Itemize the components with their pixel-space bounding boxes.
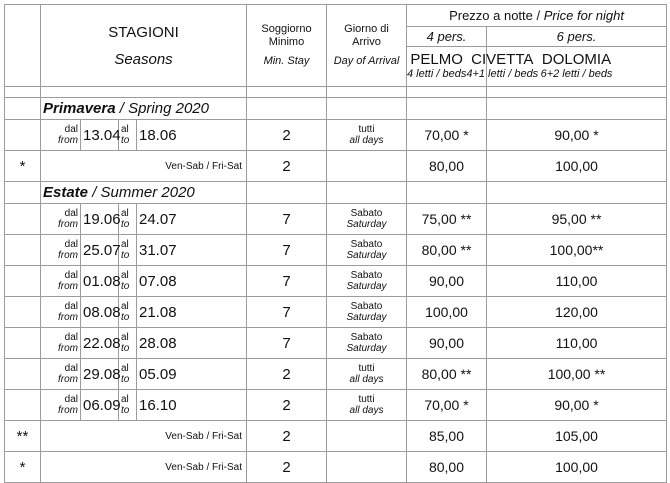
price-table-container bbox=[4, 4, 666, 476]
section-title-it: Estate bbox=[43, 184, 89, 201]
price-6-pers: 100,00 bbox=[487, 151, 667, 182]
min-stay-value: 7 bbox=[247, 235, 327, 266]
period-row bbox=[5, 297, 667, 328]
price-6-pers: 120,00 bbox=[487, 297, 667, 328]
weekend-row bbox=[5, 452, 667, 483]
price-4-pers: 75,00 ** bbox=[407, 204, 487, 235]
section-title bbox=[41, 182, 247, 204]
arrival-day-en: Saturday bbox=[346, 312, 387, 323]
from-en-label: from bbox=[58, 135, 78, 146]
to-en-label: to bbox=[121, 312, 130, 323]
arrivo-label: Arrivo bbox=[352, 36, 381, 48]
from-date: 06.09 bbox=[81, 390, 119, 421]
price-4-pers: 80,00 ** bbox=[407, 235, 487, 266]
price-6-pers: 90,00 * bbox=[487, 390, 667, 421]
al-label: al bbox=[121, 363, 129, 374]
arrival-day bbox=[327, 390, 407, 421]
to-label bbox=[119, 297, 137, 328]
dal-label: dal bbox=[64, 270, 78, 281]
dal-label: dal bbox=[64, 363, 78, 374]
period-row bbox=[5, 235, 667, 266]
price-table bbox=[4, 4, 667, 483]
price-6-pers: 100,00 bbox=[487, 452, 667, 483]
to-label bbox=[119, 204, 137, 235]
footnote-star: ** bbox=[5, 421, 41, 452]
to-date: 24.07 bbox=[137, 204, 247, 235]
dolomia-beds: 6+2 letti / beds bbox=[540, 68, 613, 80]
from-date: 25.07 bbox=[81, 235, 119, 266]
price-4-pers: 80,00 bbox=[407, 452, 487, 483]
section-blank bbox=[5, 98, 41, 120]
pelmo-beds: 4 letti / beds bbox=[407, 68, 467, 80]
arrival-day-en: Saturday bbox=[346, 219, 387, 230]
from-en-label: from bbox=[58, 343, 78, 354]
pers6-label: 6 pers. bbox=[556, 28, 597, 44]
price-4-pers: 70,00 * bbox=[407, 390, 487, 421]
section-title-it: Primavera bbox=[43, 100, 116, 117]
to-en-label: to bbox=[121, 374, 130, 385]
arrival-day-it: tutti bbox=[358, 394, 375, 405]
dal-label: dal bbox=[64, 301, 78, 312]
section-title bbox=[41, 98, 247, 120]
arrival-day-it: Sabato bbox=[350, 270, 383, 281]
arrival-day bbox=[327, 204, 407, 235]
weekend-row bbox=[5, 151, 667, 182]
to-label bbox=[119, 120, 137, 151]
weekend-days: Ven-Sab / Fri-Sat bbox=[41, 421, 247, 452]
pers4-header bbox=[407, 27, 487, 47]
to-date: 07.08 bbox=[137, 266, 247, 297]
dolomia-label: DOLOMIA bbox=[541, 51, 612, 68]
section-blank bbox=[5, 182, 41, 204]
to-label bbox=[119, 328, 137, 359]
to-en-label: to bbox=[121, 135, 130, 146]
period-row bbox=[5, 328, 667, 359]
dal-label: dal bbox=[64, 124, 78, 135]
from-date: 08.08 bbox=[81, 297, 119, 328]
header-row-1 bbox=[5, 5, 667, 27]
to-en-label: to bbox=[121, 250, 130, 261]
pelmo-cell bbox=[407, 52, 466, 81]
to-label bbox=[119, 266, 137, 297]
arrival-day-it: Sabato bbox=[350, 208, 383, 219]
arrival-day-it: Sabato bbox=[350, 239, 383, 250]
section-title-en: / Spring 2020 bbox=[119, 100, 209, 117]
day-of-arrival-label: Day of Arrival bbox=[333, 55, 400, 67]
from-label bbox=[41, 120, 81, 151]
price-4-pers: 90,00 bbox=[407, 266, 487, 297]
to-label bbox=[119, 359, 137, 390]
arrival-day bbox=[327, 328, 407, 359]
arrival-header bbox=[327, 5, 407, 87]
min-stay-value: 2 bbox=[247, 151, 327, 182]
price-header bbox=[407, 5, 667, 27]
civetta-label: CIVETTA bbox=[471, 51, 534, 68]
price-6-pers: 100,00 ** bbox=[487, 359, 667, 390]
arrival-day bbox=[327, 297, 407, 328]
arrival-day-en: Saturday bbox=[346, 343, 387, 354]
from-en-label: from bbox=[58, 219, 78, 230]
arrival-day-it: tutti bbox=[358, 124, 375, 135]
al-label: al bbox=[121, 239, 129, 250]
arrival-day-it: Sabato bbox=[350, 301, 383, 312]
to-date: 28.08 bbox=[137, 328, 247, 359]
from-label bbox=[41, 266, 81, 297]
price-4-pers: 90,00 bbox=[407, 328, 487, 359]
al-label: al bbox=[121, 301, 129, 312]
from-date: 13.04 bbox=[81, 120, 119, 151]
price-4-pers: 100,00 bbox=[407, 297, 487, 328]
giorno-di-label: Giorno di bbox=[344, 23, 389, 35]
arrival-day-it: tutti bbox=[358, 363, 375, 374]
to-en-label: to bbox=[121, 405, 130, 416]
seasons-header bbox=[41, 5, 247, 87]
min-stay-value: 7 bbox=[247, 204, 327, 235]
price-6-pers: 90,00 * bbox=[487, 120, 667, 151]
from-label bbox=[41, 204, 81, 235]
summer-section-row bbox=[5, 182, 667, 204]
al-label: al bbox=[121, 394, 129, 405]
from-date: 22.08 bbox=[81, 328, 119, 359]
min-stay-value: 2 bbox=[247, 359, 327, 390]
min-stay-header bbox=[247, 5, 327, 87]
min-stay-value: 2 bbox=[247, 452, 327, 483]
from-en-label: from bbox=[58, 281, 78, 292]
arrival-day bbox=[327, 120, 407, 151]
weekend-days: Ven-Sab / Fri-Sat bbox=[41, 452, 247, 483]
to-date: 16.10 bbox=[137, 390, 247, 421]
price-header-en: Price for night bbox=[543, 8, 624, 23]
from-label bbox=[41, 390, 81, 421]
to-en-label: to bbox=[121, 281, 130, 292]
dal-label: dal bbox=[64, 239, 78, 250]
pers4-label: 4 pers. bbox=[426, 28, 467, 44]
to-date: 31.07 bbox=[137, 235, 247, 266]
period-row bbox=[5, 359, 667, 390]
price-6-pers: 95,00 ** bbox=[487, 204, 667, 235]
section-title-en: / Summer 2020 bbox=[92, 184, 195, 201]
from-label bbox=[41, 359, 81, 390]
stagioni-label: STAGIONI bbox=[108, 23, 179, 41]
period-row bbox=[5, 390, 667, 421]
price-4-pers: 80,00 ** bbox=[407, 359, 487, 390]
min-stay-label: Min. Stay bbox=[263, 55, 310, 67]
from-date: 29.08 bbox=[81, 359, 119, 390]
seasons-label: Seasons bbox=[114, 50, 173, 68]
from-en-label: from bbox=[58, 312, 78, 323]
min-stay-value: 7 bbox=[247, 297, 327, 328]
from-en-label: from bbox=[58, 405, 78, 416]
price-4-pers: 70,00 * bbox=[407, 120, 487, 151]
spring-section-row bbox=[5, 98, 667, 120]
dal-label: dal bbox=[64, 208, 78, 219]
al-label: al bbox=[121, 270, 129, 281]
to-en-label: to bbox=[121, 219, 130, 230]
to-en-label: to bbox=[121, 343, 130, 354]
arrival-day-en: all days bbox=[349, 374, 384, 385]
to-date: 18.06 bbox=[137, 120, 247, 151]
al-label: al bbox=[121, 124, 129, 135]
to-label bbox=[119, 235, 137, 266]
price-4-pers: 85,00 bbox=[407, 421, 487, 452]
footnote-star: * bbox=[5, 452, 41, 483]
dal-label: dal bbox=[64, 394, 78, 405]
min-stay-value: 7 bbox=[247, 266, 327, 297]
from-en-label: from bbox=[58, 250, 78, 261]
arrival-day-it: Sabato bbox=[350, 332, 383, 343]
price-6-pers: 110,00 bbox=[487, 266, 667, 297]
to-date: 05.09 bbox=[137, 359, 247, 390]
dal-label: dal bbox=[64, 332, 78, 343]
from-label bbox=[41, 235, 81, 266]
min-stay-value: 2 bbox=[247, 421, 327, 452]
spacer-row bbox=[5, 87, 667, 98]
arrival-day-en: Saturday bbox=[346, 250, 387, 261]
price-6-pers: 105,00 bbox=[487, 421, 667, 452]
weekend-row bbox=[5, 421, 667, 452]
header-blank-cell bbox=[5, 5, 41, 87]
from-label bbox=[41, 297, 81, 328]
arrival-day-en: all days bbox=[349, 405, 384, 416]
to-label bbox=[119, 390, 137, 421]
arrival-day-en: all days bbox=[349, 135, 384, 146]
weekend-days: Ven-Sab / Fri-Sat bbox=[41, 151, 247, 182]
al-label: al bbox=[121, 332, 129, 343]
price-6-pers: 110,00 bbox=[487, 328, 667, 359]
price-header-it: Prezzo a notte / bbox=[449, 8, 541, 23]
min-stay-value: 2 bbox=[247, 120, 327, 151]
arrival-day bbox=[327, 359, 407, 390]
price-6-pers: 100,00** bbox=[487, 235, 667, 266]
footnote-star: * bbox=[5, 151, 41, 182]
arrival-day-en: Saturday bbox=[346, 281, 387, 292]
to-date: 21.08 bbox=[137, 297, 247, 328]
minimo-label: Minimo bbox=[268, 36, 305, 48]
period-row bbox=[5, 120, 667, 151]
min-stay-value: 2 bbox=[247, 390, 327, 421]
pelmo-label: PELMO bbox=[410, 51, 463, 68]
min-stay-value: 7 bbox=[247, 328, 327, 359]
arrival-day bbox=[327, 235, 407, 266]
pers6-header bbox=[487, 27, 667, 47]
from-date: 19.06 bbox=[81, 204, 119, 235]
from-label bbox=[41, 328, 81, 359]
period-row bbox=[5, 204, 667, 235]
al-label: al bbox=[121, 208, 129, 219]
from-date: 01.08 bbox=[81, 266, 119, 297]
room-header-4 bbox=[407, 47, 539, 87]
price-4-pers: 80,00 bbox=[407, 151, 487, 182]
civetta-cell bbox=[466, 52, 538, 81]
civetta-beds: 4+1 letti / beds bbox=[466, 68, 539, 80]
from-en-label: from bbox=[58, 374, 78, 385]
soggiorno-label: Soggiorno bbox=[261, 23, 312, 35]
arrival-day bbox=[327, 266, 407, 297]
period-row bbox=[5, 266, 667, 297]
